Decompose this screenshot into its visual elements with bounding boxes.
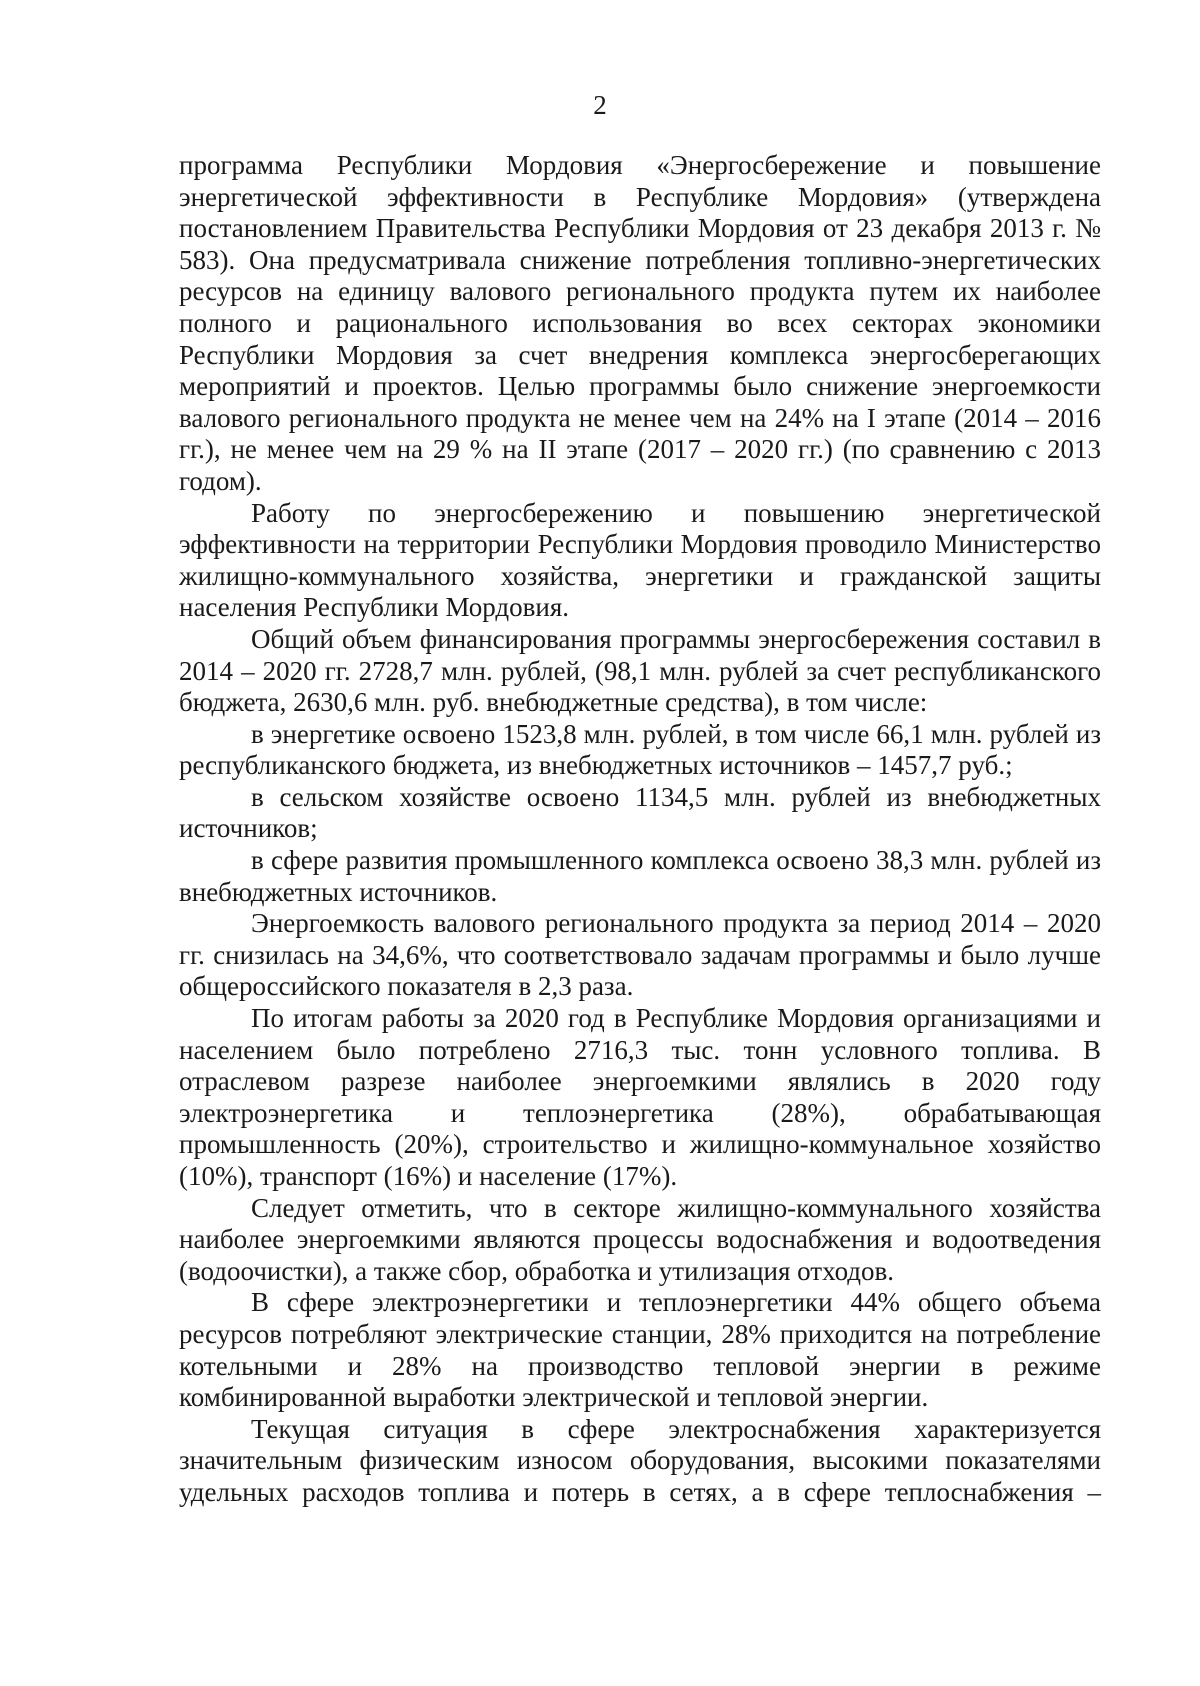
document-body	[179, 150, 1101, 1509]
paragraph-housing-sector: Следует отметить, что в секторе жилищно-коммунального хозяйства наиболее энергоемкими являются процессы водоснабжения и водоотведения (водоочистки), а также сбор, обработка и утилизация отходов.	[179, 1192, 1101, 1286]
paragraph-financing-total: Общий объем финансирования программы энергосбережения составил в 2014 – 2020 гг. 2728,7 млн. рублей, (98,1 млн. рублей за счет республиканского бюджета, 2630,6 млн. руб. внебюджетные средства), в том числе:	[179, 623, 1101, 718]
paragraph-current-situation: Текущая ситуация в сфере электроснабжения характеризуется значительным физическим износом оборудования, высокими показателями удельных расходов топлива и потерь в сетях, а в сфере теплоснабжения –	[179, 1413, 1101, 1507]
paragraph-power-sector: В сфере электроэнергетики и теплоэнергетики 44% общего объема ресурсов потребляют электрические станции, 28% приходится на потребление котельными и 28% на производство тепловой энергии в режиме комбинированной выработки электрической и тепловой энергии.	[179, 1287, 1101, 1413]
paragraph-program-description: программа Республики Мордовия «Энергосбережение и повышение энергетической эффективности в Республике Мордовия» (утверждена постановлением Правительства Республики Мордовия от 23 декабря 2013 г. № 583). Она предусматривала снижение потребления топливно-энергетических ресурсов на единицу валового регионального продукта путем их наиболее полного и рационального использования во всех секторах экономики Республики Мордовия за счет внедрения комплекса энергосберегающих мероприятий и проектов. Целью программы было снижение энергоемкости валового регионального продукта не менее чем на 24% на I этапе (2014 – 2016 гг.), не менее чем на 29 % на II этапе (2017 – 2020 гг.) (по сравнению с 2013 годом).	[179, 150, 1101, 496]
paragraph-financing-energy: в энергетике освоено 1523,8 млн. рублей, в том числе 66,1 млн. рублей из республиканского бюджета, из внебюджетных источников – 1457,7 руб.;	[179, 718, 1101, 781]
page-number: 2	[593, 90, 607, 120]
paragraph-financing-agriculture: в сельском хозяйстве освоено 1134,5 млн. рублей из внебюджетных источников;	[179, 781, 1101, 844]
paragraph-energy-intensity: Энергоемкость валового регионального продукта за период 2014 – 2020 гг. снизилась на 34,6%, что соответствовало задачам программы и было лучше общероссийского показателя в 2,3 раза.	[179, 908, 1101, 1002]
paragraph-fuel-consumption: По итогам работы за 2020 год в Республике Мордовия организациями и населением было потреблено 2716,3 тыс. тонн условного топлива. В отраслевом разрезе наиболее энергоемкими являлись в 2020 году электроэнергетика и теплоэнергетика (28%), обрабатывающая промышленность (20%), строительство и жилищно-коммунальное хозяйство (10%), транспорт (16%) и население (17%).	[179, 1003, 1101, 1191]
paragraph-ministry: Работу по энергосбережению и повышению энергетической эффективности на территории Республики Мордовия проводило Министерство жилищно-коммунального хозяйства, энергетики и гражданской защиты населения Республики Мордовия.	[179, 497, 1101, 623]
paragraph-financing-industry: в сфере развития промышленного комплекса освоено 38,3 млн. рублей из внебюджетных источников.	[179, 845, 1101, 907]
